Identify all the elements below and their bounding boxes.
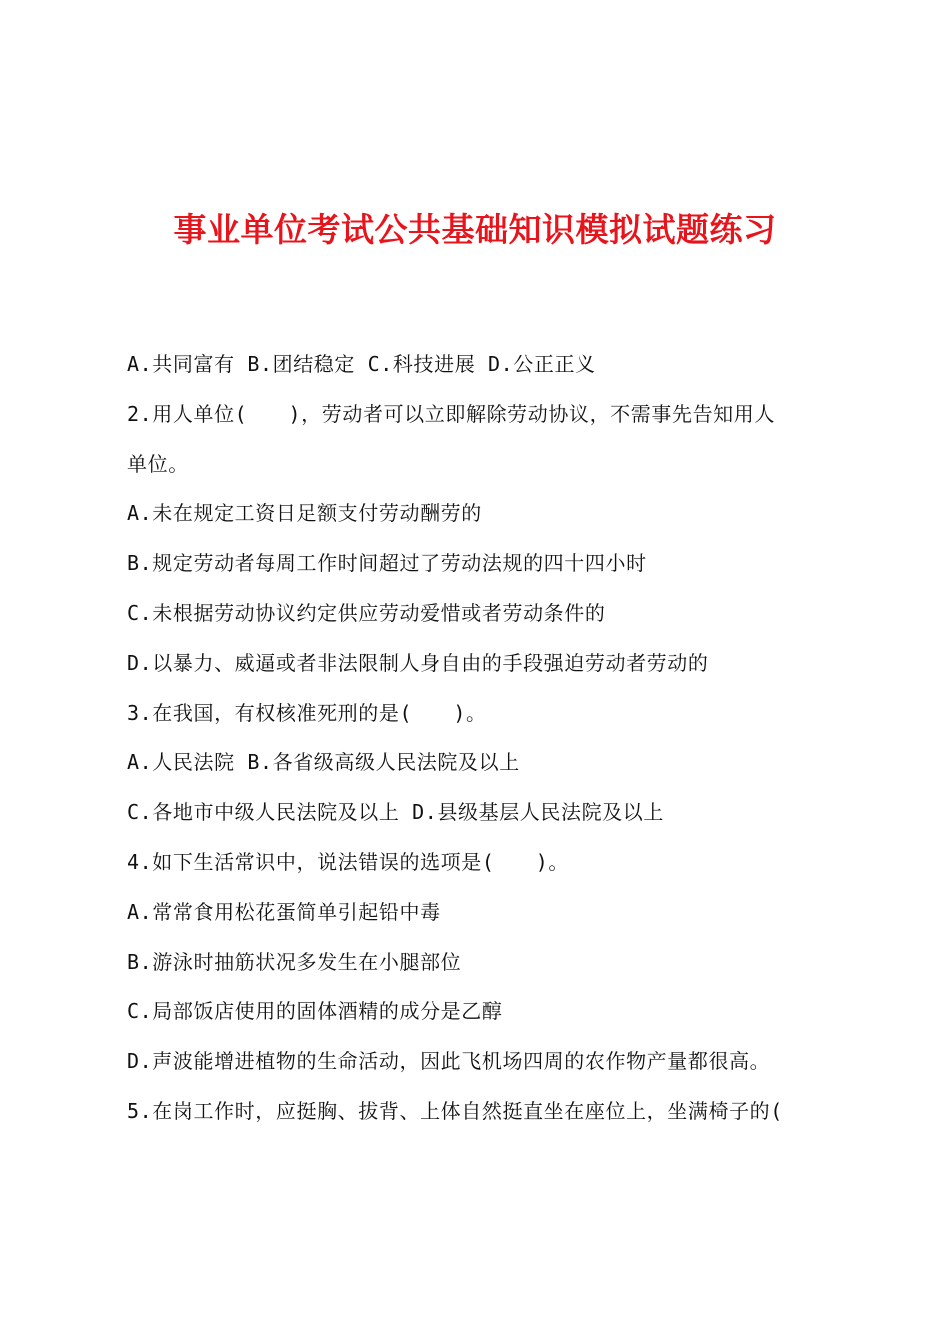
- text-line: A.人民法院 B.各省级高级人民法院及以上: [127, 750, 520, 775]
- text-line: B.规定劳动者每周工作时间超过了劳动法规的四十四小时: [127, 551, 647, 576]
- text-line: C.局部饭店使用的固体酒精的成分是乙醇: [127, 999, 503, 1024]
- text-line: D.声波能增进植物的生命活动，因此飞机场四周的农作物产量都很高。: [127, 1049, 771, 1074]
- text-line: B.游泳时抽筋状况多发生在小腿部位: [127, 949, 462, 974]
- text-line: A.未在规定工资日足额支付劳动酬劳的: [127, 501, 482, 526]
- text-line: C.各地市中级人民法院及以上 D.县级基层人民法院及以上: [127, 800, 665, 825]
- text-line: 3.在我国，有权核准死刑的是( )。: [127, 700, 487, 725]
- text-line: 4.如下生活常识中，说法错误的选项是( )。: [127, 849, 569, 874]
- text-line: 单位。: [127, 451, 189, 476]
- text-line: A.常常食用松花蛋简单引起铅中毒: [127, 899, 441, 924]
- document-body: [127, 344, 832, 1141]
- text-line: D.以暴力、威逼或者非法限制人身自由的手段强迫劳动者劳动的: [127, 650, 709, 675]
- document-title: 事业单位考试公共基础知识模拟试题练习: [173, 210, 777, 249]
- text-line: C.未根据劳动协议约定供应劳动爱惜或者劳动条件的: [127, 600, 606, 625]
- text-line: 5.在岗工作时，应挺胸、拔背、上体自然挺直坐在座位上，坐满椅子的(: [127, 1098, 783, 1123]
- text-line: A.共同富有 B.团结稳定 C.科技进展 D.公正正义: [127, 352, 596, 376]
- text-line: 2.用人单位( )，劳动者可以立即解除劳动协议，不需事先告知用人: [127, 401, 775, 426]
